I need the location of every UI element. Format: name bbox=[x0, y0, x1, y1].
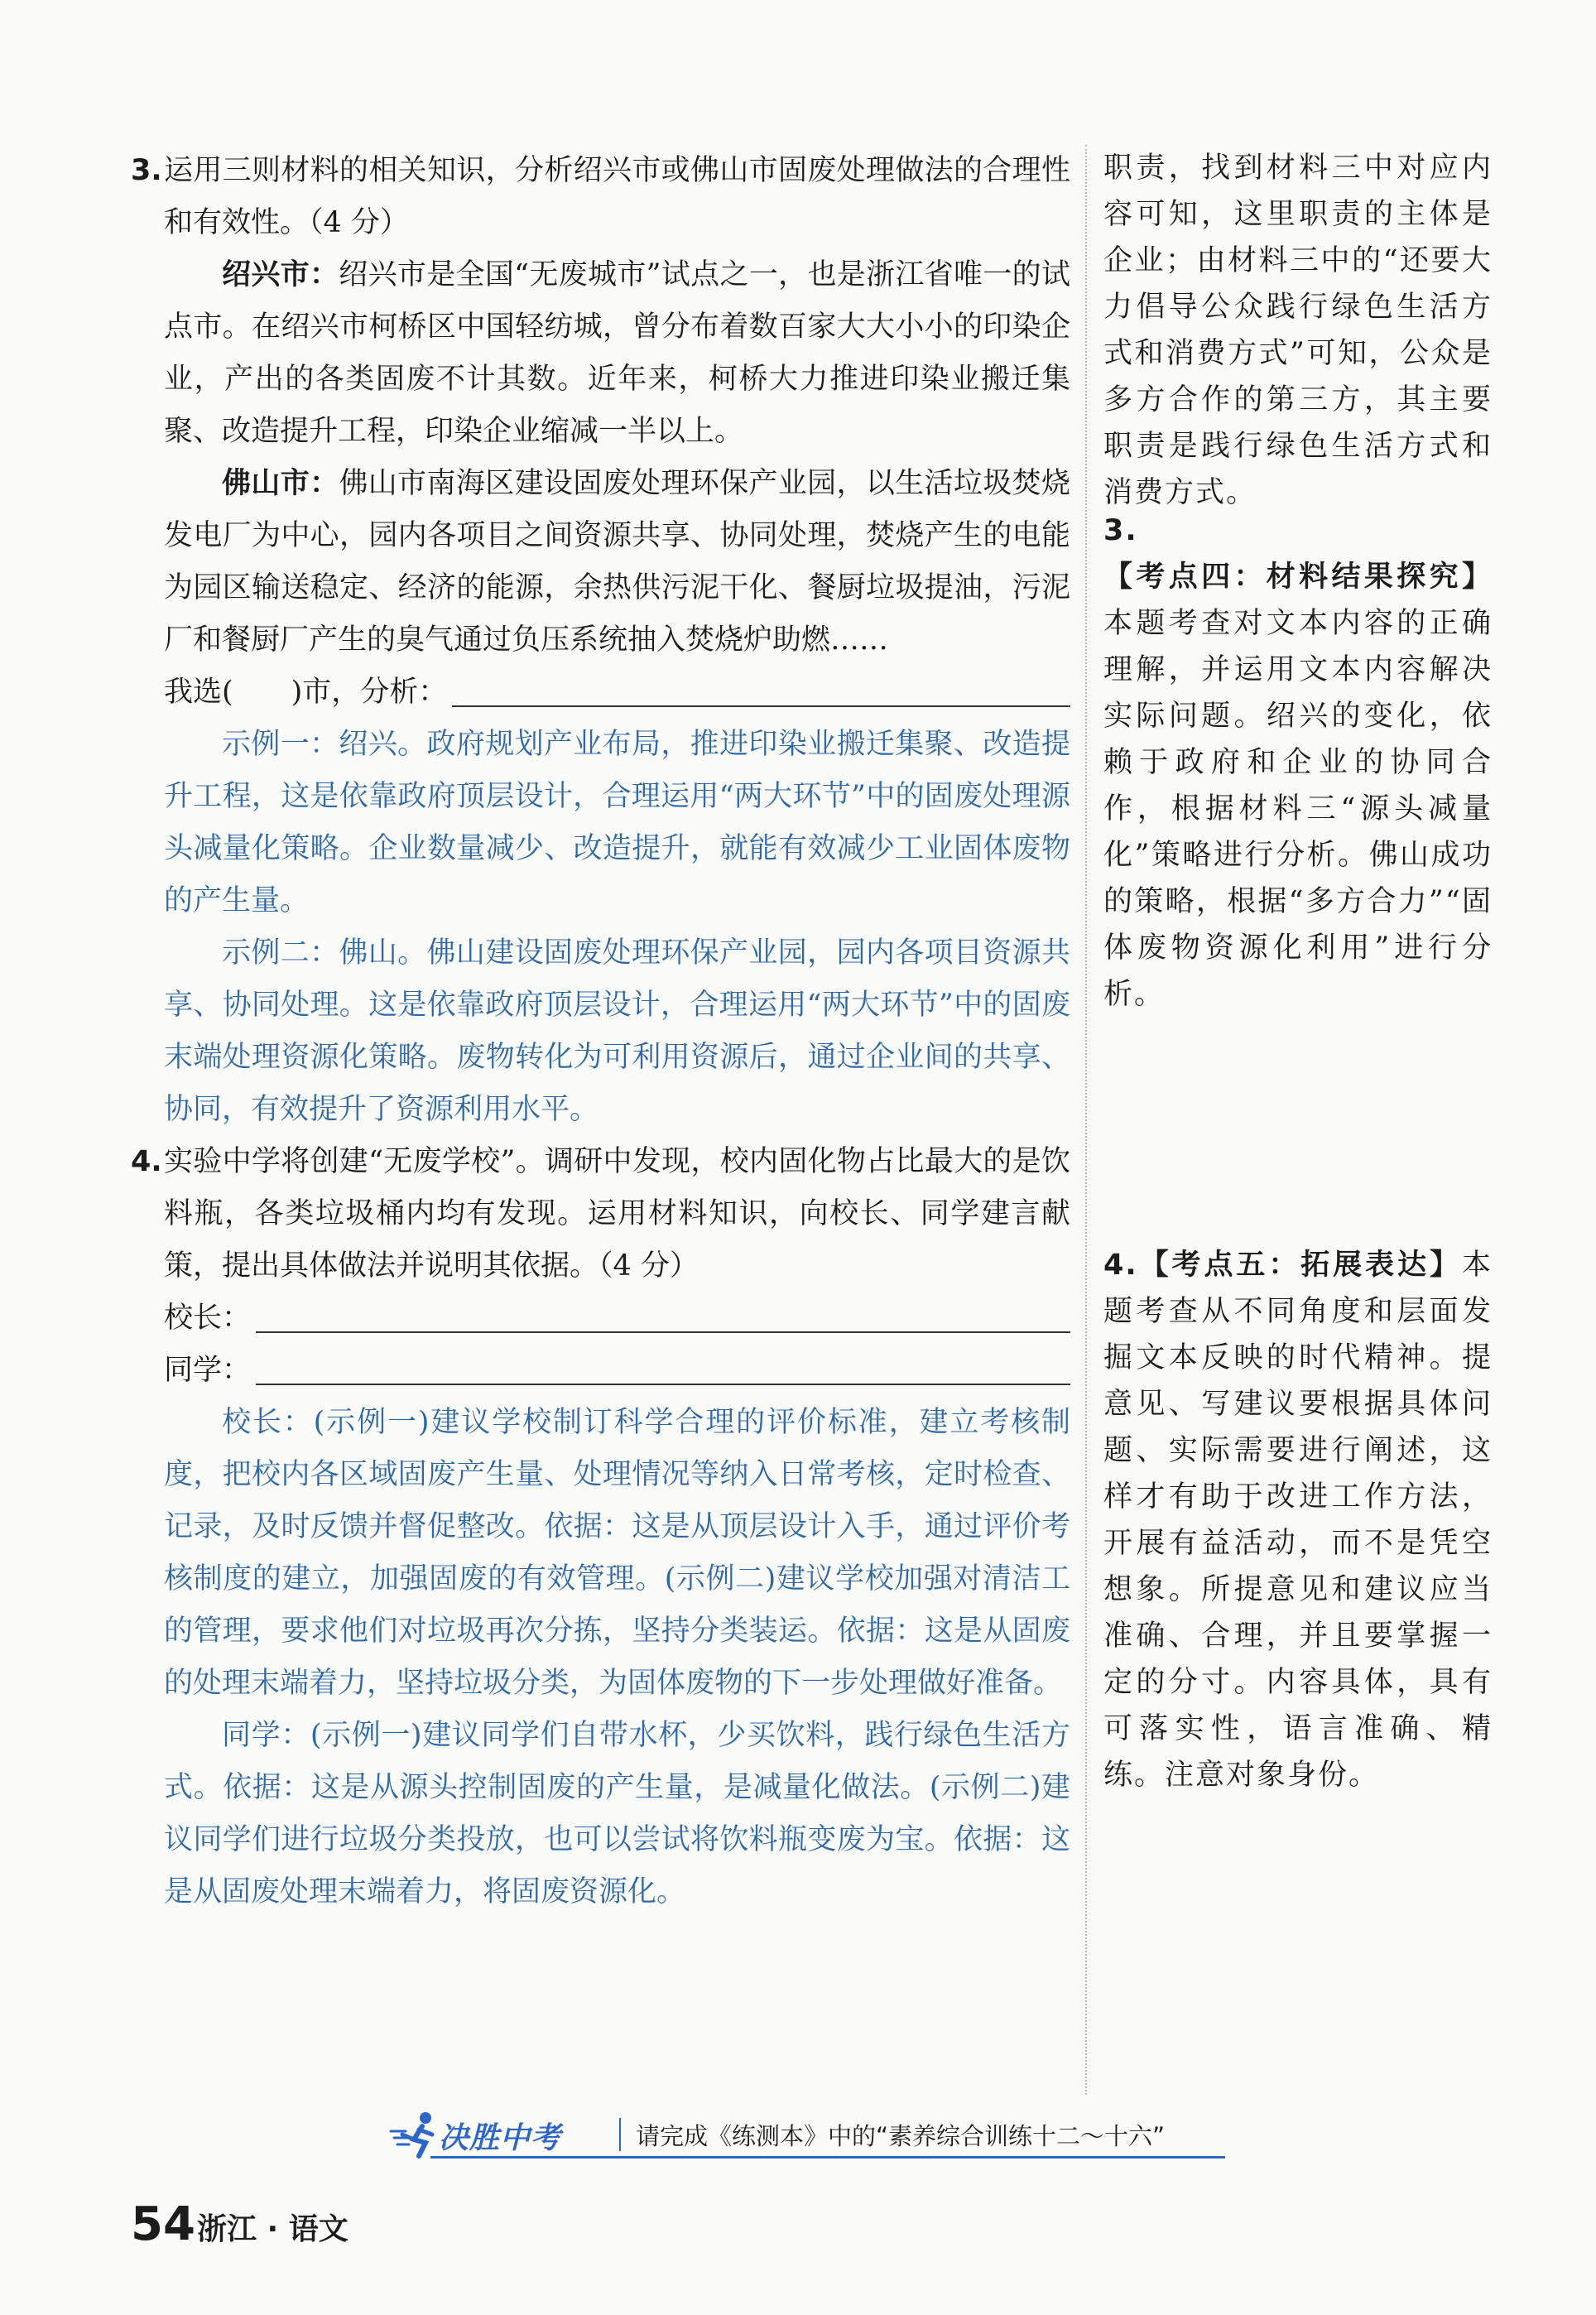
side-note-continued bbox=[1103, 145, 1493, 516]
side-note-3-text: 本题考查对文本内容的正确理解，并运用文本内容解决实际问题。绍兴的变化，依赖于政府和企业的协同合作，根据材料三“源头减量化”策略进行分析。佛山成功的策略，根据“多方合力”“固体废物资源化利用”进行分析。 bbox=[1103, 607, 1493, 1011]
side-note-4-text: 本题考查从不同角度和层面发掘文本反映的时代精神。提意见、写建议要根据具体问题、实际需要进行阐述，这样才有助于改进工作方法，开展有益活动，而不是凭空想象。所提意见和建议应当准确、合理，并且要掌握一定的分寸。内容具体，具有可落实性，语言准确、精练。注意对象身份。 bbox=[1103, 1249, 1493, 1792]
page-number: 54 bbox=[131, 2197, 195, 2251]
side-note-3-tag: 【考点四：材料结果探究】 bbox=[1103, 561, 1493, 594]
shaoxing-label: 绍兴市： bbox=[222, 258, 339, 291]
page-subject: 浙江 · 语文 bbox=[197, 2212, 349, 2246]
q3-answer-example-1: 示例一：绍兴。政府规划产业布局，推进印染业搬迁集聚、改造提升工程，这是依靠政府顶层设计，合理运用“两大环节”中的固废处理源头减量化策略。企业数量减少、改造提升，就能有效减少工业固体废物的产生量。 bbox=[164, 728, 1070, 917]
question-3-prompt: 运用三则材料的相关知识，分析绍兴市或佛山市固废处理做法的合理性和有效性。（4 分） bbox=[164, 154, 1070, 239]
side-note-4-tag: 【考点五：拓展表达】 bbox=[1137, 1249, 1462, 1282]
q3-fill-suffix: )市，分析： bbox=[291, 676, 448, 709]
q4-answer-principal: 校长：(示例一)建议学校制订科学合理的评价标准，建立考核制度，把校内各区域固废产生量、处理情况等纳入日常考核，定时检查、记录，及时反馈并督促整改。依据：这是从顶层设计入手，通过评价考核制度的建立，加强固废的有效管理。(示例二)建议学校加强对清洁工的管理，要求他们对垃圾再次分拣，坚持分类装运。依据：这是从固废的处理末端着力，坚持垃圾分类，为固体废物的下一步处理做好准备。 bbox=[164, 1406, 1070, 1700]
question-4-prompt: 实验中学将创建“无废学校”。调研中发现，校内固化物占比最大的是饮料瓶，各类垃圾桶内均有发现。运用材料知识，向校长、同学建言献策，提出具体做法并说明其依据。（4 分） bbox=[164, 1145, 1070, 1283]
q3-answer-example-2: 示例二：佛山。佛山建设固废处理环保产业园，园内各项目资源共享、协同处理。这是依靠政府顶层设计，合理运用“两大环节”中的固废末端处理资源化策略。废物转化为可利用资源后，通过企业间的共享、协同，有效提升了资源利用水平。 bbox=[164, 936, 1070, 1126]
q4-principal-line bbox=[131, 1292, 1070, 1345]
material-foshan bbox=[131, 458, 1070, 667]
side-note-4-number: 4. bbox=[1103, 1249, 1138, 1282]
q4-classmate-label: 同学： bbox=[164, 1354, 252, 1387]
foshan-text: 佛山市南海区建设固废处理环保产业园，以生活垃圾焚烧发电厂为中心，园内各项目之间资源共享、协同处理，焚烧产生的电能为园区输送稳定、经济的能源，余热供污泥干化、餐厨垃圾提油，污泥厂和餐厨厂产生的臭气通过负压系统抽入焚烧炉助燃…… bbox=[164, 467, 1070, 657]
practice-reminder: 请完成《练测本》中的“素养综合训练十二～十六” bbox=[636, 2122, 1166, 2150]
shaoxing-text: 绍兴市是全国“无废城市”试点之一，也是浙江省唯一的试点市。在绍兴市柯桥区中国轻纺城，曾分布着数百家大大小小的印染企业，产出的各类固废不计其数。近年来，柯桥大力推进印染业搬迁集聚、改造提升工程，印染企业缩减一半以上。 bbox=[164, 258, 1070, 448]
side-note-4 bbox=[1103, 1242, 1493, 1798]
side-note-3-body bbox=[1103, 508, 1493, 1018]
q3-answer-line bbox=[131, 667, 1070, 719]
banner-separator bbox=[619, 2118, 621, 2151]
q4-principal-label: 校长： bbox=[164, 1302, 252, 1335]
main-column bbox=[131, 145, 1070, 1918]
side-note-3 bbox=[1103, 508, 1493, 1018]
question-4-number: 4. bbox=[131, 1145, 162, 1178]
q4-answer-classmate: 同学：(示例一)建议同学们自带水杯，少买饮料，践行绿色生活方式。依据：这是从源头控制固废的产生量，是减量化做法。(示例二)建议同学们进行垃圾分类投放，也可以尝试将饮料瓶变废为宝。依据：这是从固废处理末端着力，将固废资源化。 bbox=[164, 1719, 1070, 1908]
question-4 bbox=[131, 1136, 1070, 1292]
side-note-4-body bbox=[1103, 1242, 1493, 1798]
foshan-label: 佛山市： bbox=[222, 467, 339, 500]
q3-fill-prefix: 我选( bbox=[164, 676, 233, 709]
brand-logo-text: 决胜中考 bbox=[439, 2121, 562, 2155]
side-note-3-number: 3. bbox=[1103, 514, 1138, 547]
q4-principal-blank[interactable] bbox=[256, 1331, 1070, 1333]
banner-underline bbox=[430, 2156, 1225, 2159]
material-shaoxing bbox=[131, 249, 1070, 458]
side-note-continued-text: 职责，找到材料三中对应内容可知，这里职责的主体是企业；由材料三中的“还要大力倡导公众践行绿色生活方式和消费方式”可知，公众是多方合作的第三方，其主要职责是践行绿色生活方式和消费方式。 bbox=[1103, 152, 1493, 509]
q4-classmate-blank[interactable] bbox=[256, 1384, 1070, 1385]
footer-banner bbox=[389, 2110, 1225, 2159]
q3-blank-rule[interactable] bbox=[452, 705, 1070, 707]
question-3-number: 3. bbox=[131, 154, 162, 187]
question-3 bbox=[131, 145, 1070, 249]
q4-classmate-line bbox=[131, 1345, 1070, 1397]
column-divider bbox=[1085, 145, 1087, 2095]
